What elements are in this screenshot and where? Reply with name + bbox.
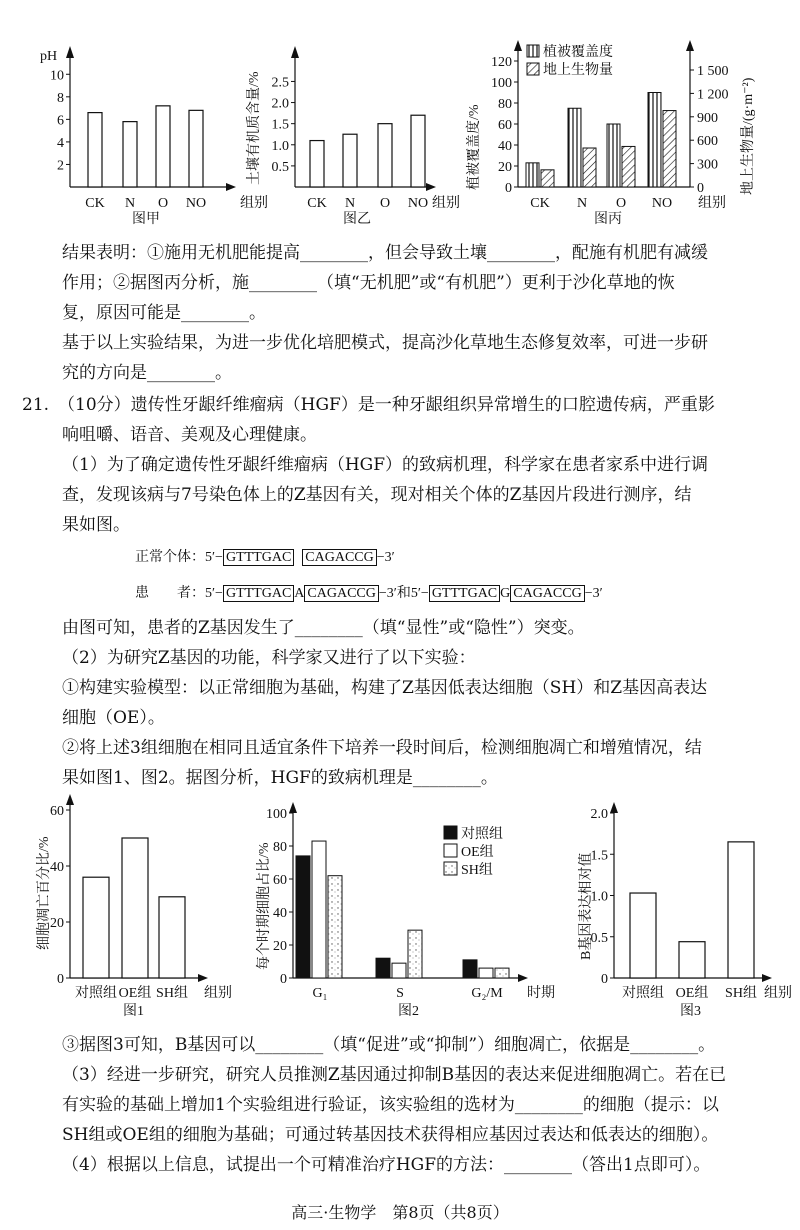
legend-biomass: 地上生物量 [543, 63, 613, 78]
result-line-3: 复，原因可能是________。 [62, 303, 266, 323]
tick-label: 4 [57, 135, 64, 151]
bar-对照组 [83, 877, 109, 978]
category-label: O [615, 196, 627, 211]
tick-label: 2.0 [590, 807, 608, 822]
normal-box-1: GTTTGAC [223, 549, 294, 566]
legend-swatch-control [444, 826, 457, 839]
bar-coverage-O [607, 124, 620, 187]
q21-part3-3: SH组或OE组的细胞为基础；可通过转基因技术获得相应基因过表达和低表达的细胞）。 [62, 1125, 719, 1145]
tick-label: 600 [697, 134, 718, 150]
yi-caption: 图乙 [343, 212, 371, 227]
tick-label: 0 [601, 972, 608, 987]
category-label: S [396, 986, 404, 1001]
bar-NO [189, 110, 203, 187]
tick-label: 2.5 [271, 75, 289, 91]
category-label: G₂/M [471, 986, 503, 1001]
tick-label: 0 [57, 972, 64, 987]
tick-label: 900 [697, 110, 718, 126]
bing-ylabel-right: 地上生物量/(g·m⁻²) [741, 77, 756, 195]
q21-part2-4: ②将上述3组细胞在相同且适宜条件下培养一段时间后，检测细胞凋亡和增殖情况，结 [62, 738, 702, 758]
tick-label: 0.5 [271, 159, 289, 175]
tick-label: 60 [273, 873, 287, 888]
fig2-x-suffix: 时期 [527, 986, 555, 1001]
q21-part1-3: 果如图。 [62, 515, 130, 535]
q21-part2-2: ①构建实验模型：以正常细胞为基础，构建了Z基因低表达细胞（SH）和Z基因高表达 [62, 678, 708, 698]
q21-part2-6: ③据图3可知，B基因可以________（填“促进”或“抑制”）细胞凋亡，依据是________。 [62, 1035, 716, 1055]
bar-SH组 [159, 897, 185, 978]
tick-label: 40 [50, 860, 64, 875]
bar-biomass-O [622, 146, 635, 187]
q21-stem-1: （10分）遗传性牙龈纤维瘤病（HGF）是一种牙龈组织异常增生的口腔遗传病，严重影 [58, 395, 715, 415]
fig2-legend-sh: SH组 [461, 863, 493, 878]
category-label: N [576, 196, 588, 211]
bar-N [343, 134, 357, 187]
tick-label: 300 [697, 157, 718, 173]
fig3-ylabel: B基因表达相对值 [579, 852, 594, 960]
tick-label: 80 [498, 97, 512, 112]
fig2-legend-oe: OE组 [461, 845, 494, 860]
bar-CK [88, 113, 102, 187]
patient-g-box-2: CAGACCG [510, 585, 584, 602]
chart-yi [245, 46, 460, 227]
chart-fig1 [36, 794, 232, 1019]
category-label: NO [407, 196, 429, 211]
patient-a-box-2: CAGACCG [304, 585, 378, 602]
bar-OE组 [679, 942, 705, 978]
bing-ylabel-left: 植被覆盖度/% [467, 104, 482, 190]
tick-label: 1.5 [590, 848, 608, 864]
tick-label: 20 [50, 916, 64, 931]
tick-label: 100 [491, 76, 512, 91]
category-label: CK [530, 196, 550, 211]
patient-and: −3′和5′− [378, 586, 429, 601]
tick-label: 1 200 [697, 87, 729, 103]
bar-SH组-G₂/M [495, 968, 509, 978]
q21-part2-1: （2）为研究Z基因的功能，科学家又进行了以下实验： [62, 648, 476, 668]
category-label: CK [307, 196, 327, 211]
tick-label: 2.0 [271, 96, 289, 112]
tick-label: 0 [697, 181, 704, 196]
bar-biomass-N [583, 148, 596, 187]
tick-label: 60 [498, 118, 512, 133]
tick-label: 20 [498, 160, 512, 175]
q21-part3-2: 有实验的基础上增加1个实验组进行验证，该实验组的选材为________的细胞（提示：以 [62, 1095, 719, 1115]
category-label: NO [185, 196, 207, 211]
bar-O [378, 124, 392, 187]
category-label: O [157, 196, 169, 211]
chart-fig3 [577, 802, 792, 1019]
bing-caption: 图丙 [594, 212, 622, 227]
bar-coverage-N [568, 108, 581, 187]
fig3-x-suffix: 组别 [764, 986, 792, 1001]
normal-label: 正常个体：5′− [135, 550, 223, 565]
yi-x-suffix: 组别 [432, 196, 460, 211]
tick-label: 1.0 [271, 138, 289, 154]
jia-y-unit: pH [40, 49, 58, 64]
chart-bing [465, 40, 756, 227]
bing-x-suffix: 组别 [698, 196, 726, 211]
bar-biomass-NO [663, 111, 676, 187]
fig2-legend-control: 对照组 [461, 827, 503, 842]
jia-caption: 图甲 [132, 212, 160, 227]
bar-N [123, 122, 137, 187]
jia-x-suffix: 组别 [240, 196, 268, 211]
q21-part2-3: 细胞（OE）。 [62, 708, 165, 728]
category-label: CK [85, 196, 105, 211]
patient-end: −3′ [584, 586, 603, 601]
bar-SH组 [728, 842, 754, 978]
tick-label: 8 [57, 90, 64, 106]
category-label: 对照组 [75, 986, 117, 1001]
bar-O [156, 106, 170, 187]
tick-label: 10 [50, 68, 64, 84]
category-label: OE组 [675, 986, 709, 1001]
bar-对照组-G₂/M [463, 960, 477, 978]
q21-part1-2: 查，发现该病与7号染色体上的Z基因有关，现对相关个体的Z基因片段进行测序，结 [62, 485, 692, 505]
tick-label: 2 [57, 158, 64, 174]
bar-CK [310, 141, 324, 187]
q21-part3-1: （3）经进一步研究，研究人员推测Z基因通过抑制B基因的表达来促进细胞凋亡。若在已 [62, 1065, 727, 1085]
fig2-caption: 图2 [398, 1004, 419, 1019]
category-label: O [379, 196, 391, 211]
bar-SH组-S [408, 930, 422, 978]
category-label: NO [651, 196, 673, 211]
fig1-x-suffix: 组别 [204, 986, 232, 1001]
page-footer: 高三·生物学 第8页（共8页） [291, 1203, 509, 1222]
fig1-ylabel: 细胞凋亡百分比/% [37, 836, 52, 950]
tick-label: 120 [491, 55, 512, 70]
bar-OE组 [122, 838, 148, 978]
q21-part1-question: 由图可知，患者的Z基因发生了________（填“显性”或“隐性”）突变。 [62, 618, 585, 638]
sequence-patient [135, 582, 603, 602]
bar-NO [411, 115, 425, 187]
bar-coverage-CK [526, 163, 539, 187]
yi-ylabel: 土壤有机质含量/% [247, 71, 262, 185]
patient-g-box-1: GTTTGAC [429, 585, 500, 602]
tick-label: 1.5 [271, 117, 289, 133]
legend-swatch-coverage [527, 45, 539, 57]
category-label: SH组 [725, 986, 757, 1001]
fig2-ylabel: 每个时期细胞占比/% [257, 842, 272, 970]
tick-label: 20 [273, 939, 287, 954]
tick-label: 40 [498, 139, 512, 154]
bar-OE组-S [392, 963, 406, 978]
bar-对照组-S [376, 958, 390, 978]
legend-swatch-oe [444, 844, 457, 857]
patient-insert-g: G [500, 586, 511, 601]
tick-label: 60 [50, 804, 64, 819]
research-line-2: 究的方向是________。 [62, 363, 232, 383]
bar-biomass-CK [541, 170, 554, 187]
category-label: OE组 [118, 986, 152, 1001]
patient-a-box-1: GTTTGAC [223, 585, 294, 602]
tick-label: 0 [505, 181, 512, 196]
sequence-normal [135, 546, 395, 566]
legend-swatch-biomass [527, 63, 539, 75]
q21-stem-2: 响咀嚼、语音、美观及心理健康。 [62, 425, 317, 445]
fig1-caption: 图1 [123, 1004, 144, 1019]
legend-swatch-sh [444, 862, 457, 875]
q21-part4: （4）根据以上信息，试提出一个可精准治疗HGF的方法：________（答出1点即可）。 [62, 1155, 711, 1175]
patient-label: 患 者：5′− [135, 586, 223, 601]
fig3-caption: 图3 [680, 1004, 701, 1019]
result-line-1: 结果表明：①施用无机肥能提高________，但会导致土壤________，配施有机肥有减缓 [62, 243, 708, 263]
category-label: SH组 [156, 986, 188, 1001]
bar-OE组-G₁ [312, 841, 326, 978]
question-number: 21. [22, 395, 50, 415]
category-label: G₁ [312, 986, 328, 1001]
tick-label: 80 [273, 840, 287, 855]
normal-end: −3′ [376, 550, 395, 565]
bar-OE组-G₂/M [479, 968, 493, 978]
bar-coverage-NO [648, 93, 661, 188]
bar-对照组 [630, 893, 656, 978]
patient-insert-a: A [294, 586, 305, 601]
tick-label: 100 [266, 807, 287, 822]
research-line-1: 基于以上实验结果，为进一步优化培肥模式，提高沙化草地生态修复效率，可进一步研 [62, 333, 708, 353]
category-label: N [344, 196, 356, 211]
tick-label: 0.5 [590, 930, 608, 946]
normal-box-2: CAGACCG [302, 549, 376, 566]
q21-part2-5: 果如图1、图2。据图分析，HGF的致病机理是________。 [62, 768, 498, 788]
tick-label: 1.0 [590, 889, 608, 905]
chart-jia [40, 46, 268, 227]
q21-part1-1: （1）为了确定遗传性牙龈纤维瘤病（HGF）的致病机理，科学家在患者家系中进行调 [62, 455, 709, 475]
bar-对照组-G₁ [296, 856, 310, 978]
tick-label: 1 500 [697, 64, 729, 79]
bar-SH组-G₁ [328, 876, 342, 978]
tick-label: 0 [280, 972, 287, 987]
category-label: 对照组 [622, 986, 664, 1001]
tick-label: 40 [273, 906, 287, 921]
tick-label: 6 [57, 113, 64, 129]
chart-fig2 [255, 802, 555, 1019]
category-label: N [124, 196, 136, 211]
legend-coverage: 植被覆盖度 [543, 45, 613, 60]
result-line-2: 作用；②据图丙分析，施________（填“无机肥”或“有机肥”）更利于沙化草地的恢 [62, 273, 675, 293]
